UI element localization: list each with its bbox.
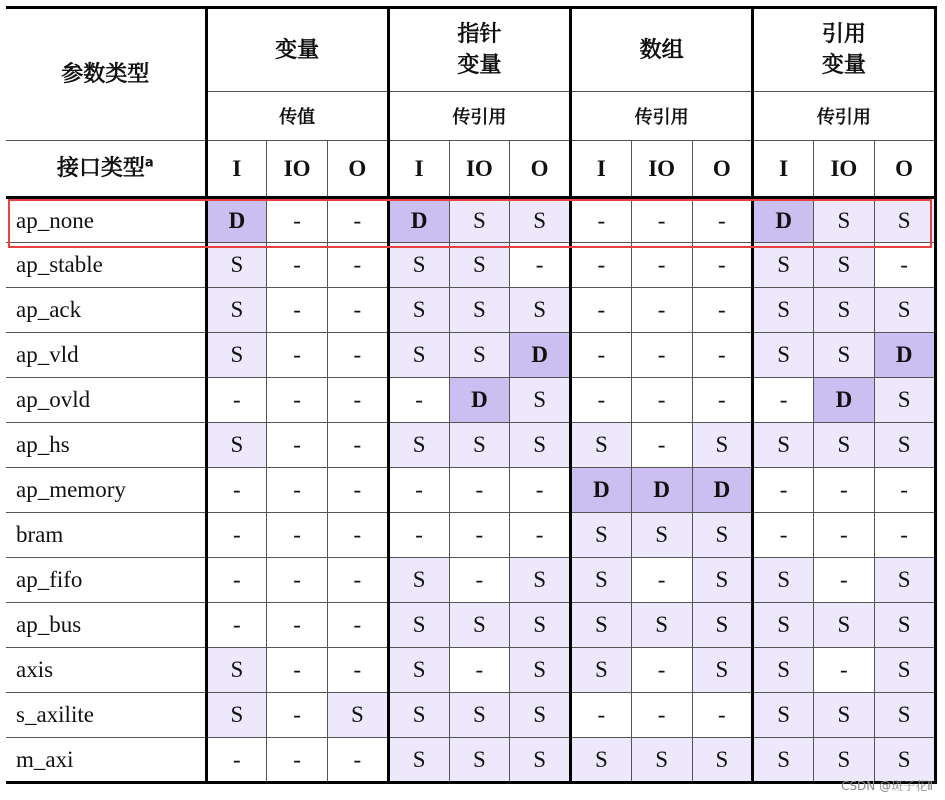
table-cell: D [631, 468, 692, 513]
table-cell: S [874, 648, 935, 693]
table-cell: - [631, 243, 692, 288]
group-header: 变量 [206, 8, 388, 92]
pass-mode-header: 传值 [206, 92, 388, 141]
row-label: ap_none [6, 198, 206, 243]
table-cell: S [814, 198, 875, 243]
table-cell: S [874, 378, 935, 423]
table-cell: - [267, 738, 328, 783]
table-cell: S [692, 648, 753, 693]
table-cell: - [631, 558, 692, 603]
table-cell: - [388, 513, 449, 558]
table-cell: - [328, 738, 389, 783]
param-type-header: 参数类型 [6, 8, 206, 141]
table-cell: S [692, 423, 753, 468]
table-cell: S [510, 198, 571, 243]
table-cell: - [631, 378, 692, 423]
table-cell: S [814, 423, 875, 468]
io-header: O [874, 141, 935, 198]
io-header: I [388, 141, 449, 198]
row-label: ap_ack [6, 288, 206, 333]
table-cell: - [328, 468, 389, 513]
table-cell: - [328, 648, 389, 693]
table-cell: - [449, 513, 510, 558]
footnote-mark: a [144, 155, 154, 171]
table-cell: - [328, 603, 389, 648]
table-cell: S [874, 558, 935, 603]
table-cell: S [753, 333, 814, 378]
table-cell: - [267, 513, 328, 558]
table-cell: S [388, 333, 449, 378]
table-cell: S [874, 693, 935, 738]
pass-mode-header: 传引用 [753, 92, 935, 141]
table-cell: S [874, 198, 935, 243]
table-cell: - [874, 513, 935, 558]
table-cell: S [388, 693, 449, 738]
io-header: I [753, 141, 814, 198]
table-cell: S [510, 648, 571, 693]
table-cell: - [631, 288, 692, 333]
table-cell: S [753, 558, 814, 603]
table-cell: S [449, 423, 510, 468]
table-cell: S [510, 558, 571, 603]
row-label: ap_ovld [6, 378, 206, 423]
pass-mode-header: 传引用 [388, 92, 570, 141]
table-cell: S [206, 423, 267, 468]
table-cell: S [449, 243, 510, 288]
row-label: m_axi [6, 738, 206, 783]
table-row [6, 648, 935, 693]
table-cell: - [206, 558, 267, 603]
table-cell: S [449, 288, 510, 333]
table-cell: S [510, 603, 571, 648]
table-row [6, 558, 935, 603]
table-cell: - [328, 198, 389, 243]
table-cell: - [388, 378, 449, 423]
table-cell: - [267, 693, 328, 738]
table-cell: - [328, 378, 389, 423]
interface-support-table [6, 6, 936, 784]
table-cell: - [692, 198, 753, 243]
table-cell: - [267, 288, 328, 333]
table-cell: S [388, 558, 449, 603]
table-cell: D [753, 198, 814, 243]
table-cell: S [692, 558, 753, 603]
table-cell: - [267, 648, 328, 693]
table-row [6, 738, 935, 783]
table-cell: - [571, 198, 632, 243]
table-cell: S [449, 738, 510, 783]
table-cell: S [753, 738, 814, 783]
table-cell: S [874, 738, 935, 783]
table-cell: - [267, 333, 328, 378]
table-cell: S [510, 423, 571, 468]
table-cell: S [571, 648, 632, 693]
io-header: I [206, 141, 267, 198]
table-cell: S [206, 288, 267, 333]
table-cell: - [510, 243, 571, 288]
io-header: IO [267, 141, 328, 198]
table-row [6, 288, 935, 333]
table-cell: S [753, 603, 814, 648]
table-cell: S [206, 693, 267, 738]
table-cell: S [814, 333, 875, 378]
table-cell: S [753, 648, 814, 693]
table-cell: D [510, 333, 571, 378]
table-cell: - [753, 468, 814, 513]
table-cell: - [753, 513, 814, 558]
table-cell: S [571, 513, 632, 558]
table-cell: D [449, 378, 510, 423]
table-cell: - [571, 333, 632, 378]
group-header: 指针 变量 [388, 8, 570, 92]
table-cell: - [206, 513, 267, 558]
table-cell: - [206, 738, 267, 783]
table-row [6, 693, 935, 738]
table-cell: S [692, 738, 753, 783]
table-cell: - [692, 693, 753, 738]
data-table [6, 6, 937, 784]
io-header: O [692, 141, 753, 198]
table-cell: - [753, 378, 814, 423]
table-cell: - [814, 468, 875, 513]
io-header: IO [631, 141, 692, 198]
table-cell: S [753, 288, 814, 333]
table-cell: S [510, 738, 571, 783]
table-cell: S [631, 738, 692, 783]
table-cell: - [328, 288, 389, 333]
io-header: O [328, 141, 389, 198]
row-label: ap_stable [6, 243, 206, 288]
table-cell: - [328, 333, 389, 378]
table-cell: S [449, 333, 510, 378]
table-cell: - [510, 468, 571, 513]
table-cell: - [267, 423, 328, 468]
io-header: I [571, 141, 632, 198]
table-cell: S [571, 603, 632, 648]
table-cell: - [631, 693, 692, 738]
table-cell: S [571, 423, 632, 468]
table-cell: S [874, 603, 935, 648]
table-cell: - [267, 603, 328, 648]
table-cell: S [510, 693, 571, 738]
table-cell: S [753, 423, 814, 468]
table-row [6, 378, 935, 423]
group-header: 数组 [571, 8, 753, 92]
table-cell: - [571, 243, 632, 288]
table-cell: S [510, 378, 571, 423]
table-cell: S [814, 243, 875, 288]
watermark: CSDN @斑子花Ⅱ [841, 779, 933, 793]
table-cell: - [206, 603, 267, 648]
row-label: ap_bus [6, 603, 206, 648]
table-cell: D [206, 198, 267, 243]
io-header: O [510, 141, 571, 198]
table-row [6, 468, 935, 513]
table-row [6, 243, 935, 288]
table-cell: - [267, 558, 328, 603]
table-cell: - [328, 243, 389, 288]
table-cell: - [206, 468, 267, 513]
table-cell: - [874, 468, 935, 513]
table-cell: S [692, 603, 753, 648]
table-cell: S [814, 738, 875, 783]
table-cell: S [814, 603, 875, 648]
table-cell: - [631, 648, 692, 693]
table-row [6, 423, 935, 468]
table-row [6, 513, 935, 558]
table-cell: - [692, 243, 753, 288]
table-cell: D [814, 378, 875, 423]
table-cell: D [571, 468, 632, 513]
table-cell: S [206, 333, 267, 378]
table-cell: - [692, 333, 753, 378]
table-cell: - [267, 378, 328, 423]
table-cell: - [449, 468, 510, 513]
table-cell: - [328, 513, 389, 558]
table-cell: - [571, 378, 632, 423]
table-cell: S [874, 423, 935, 468]
table-cell: - [692, 378, 753, 423]
table-cell: S [510, 288, 571, 333]
group-header: 引用 变量 [753, 8, 935, 92]
table-cell: D [388, 198, 449, 243]
table-row [6, 603, 935, 648]
table-cell: - [631, 333, 692, 378]
pass-mode-header: 传引用 [571, 92, 753, 141]
table-cell: S [753, 243, 814, 288]
table-cell: S [571, 558, 632, 603]
table-cell: S [449, 693, 510, 738]
header-row-io [6, 141, 935, 198]
table-cell: S [571, 738, 632, 783]
header-row-groups [6, 8, 935, 92]
row-label: bram [6, 513, 206, 558]
table-cell: S [753, 693, 814, 738]
table-cell: S [328, 693, 389, 738]
table-cell: S [388, 738, 449, 783]
table-cell: - [510, 513, 571, 558]
row-label: ap_fifo [6, 558, 206, 603]
table-cell: - [328, 558, 389, 603]
table-cell: S [814, 288, 875, 333]
interface-type-header [6, 141, 206, 198]
table-cell: - [814, 558, 875, 603]
table-cell: - [267, 198, 328, 243]
table-cell: - [814, 513, 875, 558]
table-cell: - [449, 648, 510, 693]
table-cell: S [206, 648, 267, 693]
table-row [6, 333, 935, 378]
table-cell: - [267, 243, 328, 288]
table-cell: - [631, 198, 692, 243]
table-cell: D [692, 468, 753, 513]
table-cell: - [388, 468, 449, 513]
table-cell: S [631, 603, 692, 648]
table-cell: S [388, 243, 449, 288]
table-cell: - [814, 648, 875, 693]
table-cell: D [874, 333, 935, 378]
table-cell: S [206, 243, 267, 288]
row-label: axis [6, 648, 206, 693]
table-cell: - [631, 423, 692, 468]
row-label: ap_hs [6, 423, 206, 468]
table-cell: - [449, 558, 510, 603]
table-cell: S [388, 603, 449, 648]
table-cell: - [267, 468, 328, 513]
table-cell: S [388, 423, 449, 468]
table-cell: S [449, 603, 510, 648]
table-cell: - [328, 423, 389, 468]
table-cell: - [692, 288, 753, 333]
table-cell: S [388, 648, 449, 693]
row-label: ap_memory [6, 468, 206, 513]
interface-type-label: 接口类型 [56, 156, 145, 181]
table-cell: - [874, 243, 935, 288]
table-cell: - [571, 693, 632, 738]
table-cell: S [814, 693, 875, 738]
io-header: IO [449, 141, 510, 198]
table-cell: S [874, 288, 935, 333]
table-row [6, 198, 935, 243]
table-cell: - [571, 288, 632, 333]
row-label: s_axilite [6, 693, 206, 738]
row-label: ap_vld [6, 333, 206, 378]
table-cell: - [206, 378, 267, 423]
table-cell: S [388, 288, 449, 333]
table-cell: S [449, 198, 510, 243]
table-cell: S [631, 513, 692, 558]
io-header: IO [814, 141, 875, 198]
table-cell: S [692, 513, 753, 558]
